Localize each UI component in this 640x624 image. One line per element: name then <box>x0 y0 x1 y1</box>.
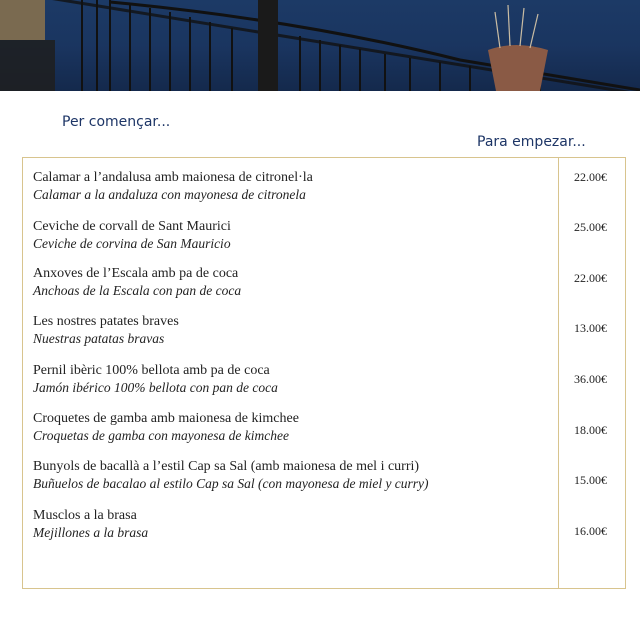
menu-item <box>33 410 553 444</box>
dish-name-catalan: Bunyols de bacallà a l’estil Cap sa Sal (amb maionesa de mel i curri) <box>33 459 420 474</box>
dish-name-catalan: Calamar a l’andalusa amb maionesa de citronel·la <box>33 170 313 185</box>
section-heading-spanish: Para empezar... <box>477 134 586 150</box>
dish-name-catalan: Pernil ibèric 100% bellota amb pa de coca <box>33 363 270 378</box>
dish-price: 22.00€ <box>574 170 607 184</box>
dish-price: 15.00€ <box>574 473 607 487</box>
dish-name-catalan: Les nostres patates braves <box>33 314 179 329</box>
dish-name-spanish: Nuestras patatas bravas <box>33 331 165 346</box>
section-heading-catalan: Per començar... <box>62 114 171 130</box>
dish-price: 25.00€ <box>574 220 607 234</box>
dish-name-spanish: Anchoas de la Escala con pan de coca <box>33 283 242 298</box>
dish-name-catalan: Musclos a la brasa <box>33 508 137 523</box>
price-column-divider <box>558 157 559 589</box>
dish-price: 36.00€ <box>574 372 607 386</box>
dish-name-catalan: Ceviche de corvall de Sant Maurici <box>33 219 231 234</box>
dish-price: 22.00€ <box>574 271 607 285</box>
menu-item <box>33 218 553 252</box>
menu-item <box>33 362 553 396</box>
dish-name-spanish: Mejillones a la brasa <box>33 525 149 540</box>
dish-name-spanish: Buñuelos de bacalao al estilo Cap sa Sal (con mayonesa de miel y curry) <box>33 476 429 491</box>
dish-name-catalan: Croquetes de gamba amb maionesa de kimchee <box>33 411 299 426</box>
railing-graphic <box>0 0 640 91</box>
menu-item <box>33 458 553 492</box>
dish-name-spanish: Ceviche de corvina de San Mauricio <box>33 236 231 251</box>
dish-name-spanish: Jamón ibérico 100% bellota con pan de coca <box>33 380 278 395</box>
dish-price: 13.00€ <box>574 321 607 335</box>
dish-name-spanish: Croquetas de gamba con mayonesa de kimchee <box>33 428 289 443</box>
dish-price: 18.00€ <box>574 423 607 437</box>
dish-price: 16.00€ <box>574 524 607 538</box>
dish-name-catalan: Anxoves de l’Escala amb pa de coca <box>33 266 239 281</box>
header-photo-sea-terrace <box>0 0 640 91</box>
dish-name-spanish: Calamar a la andaluza con mayonesa de citronela <box>33 187 306 202</box>
menu-item <box>33 265 553 299</box>
menu-item <box>33 507 553 541</box>
menu-item <box>33 169 553 203</box>
menu-item <box>33 313 553 347</box>
